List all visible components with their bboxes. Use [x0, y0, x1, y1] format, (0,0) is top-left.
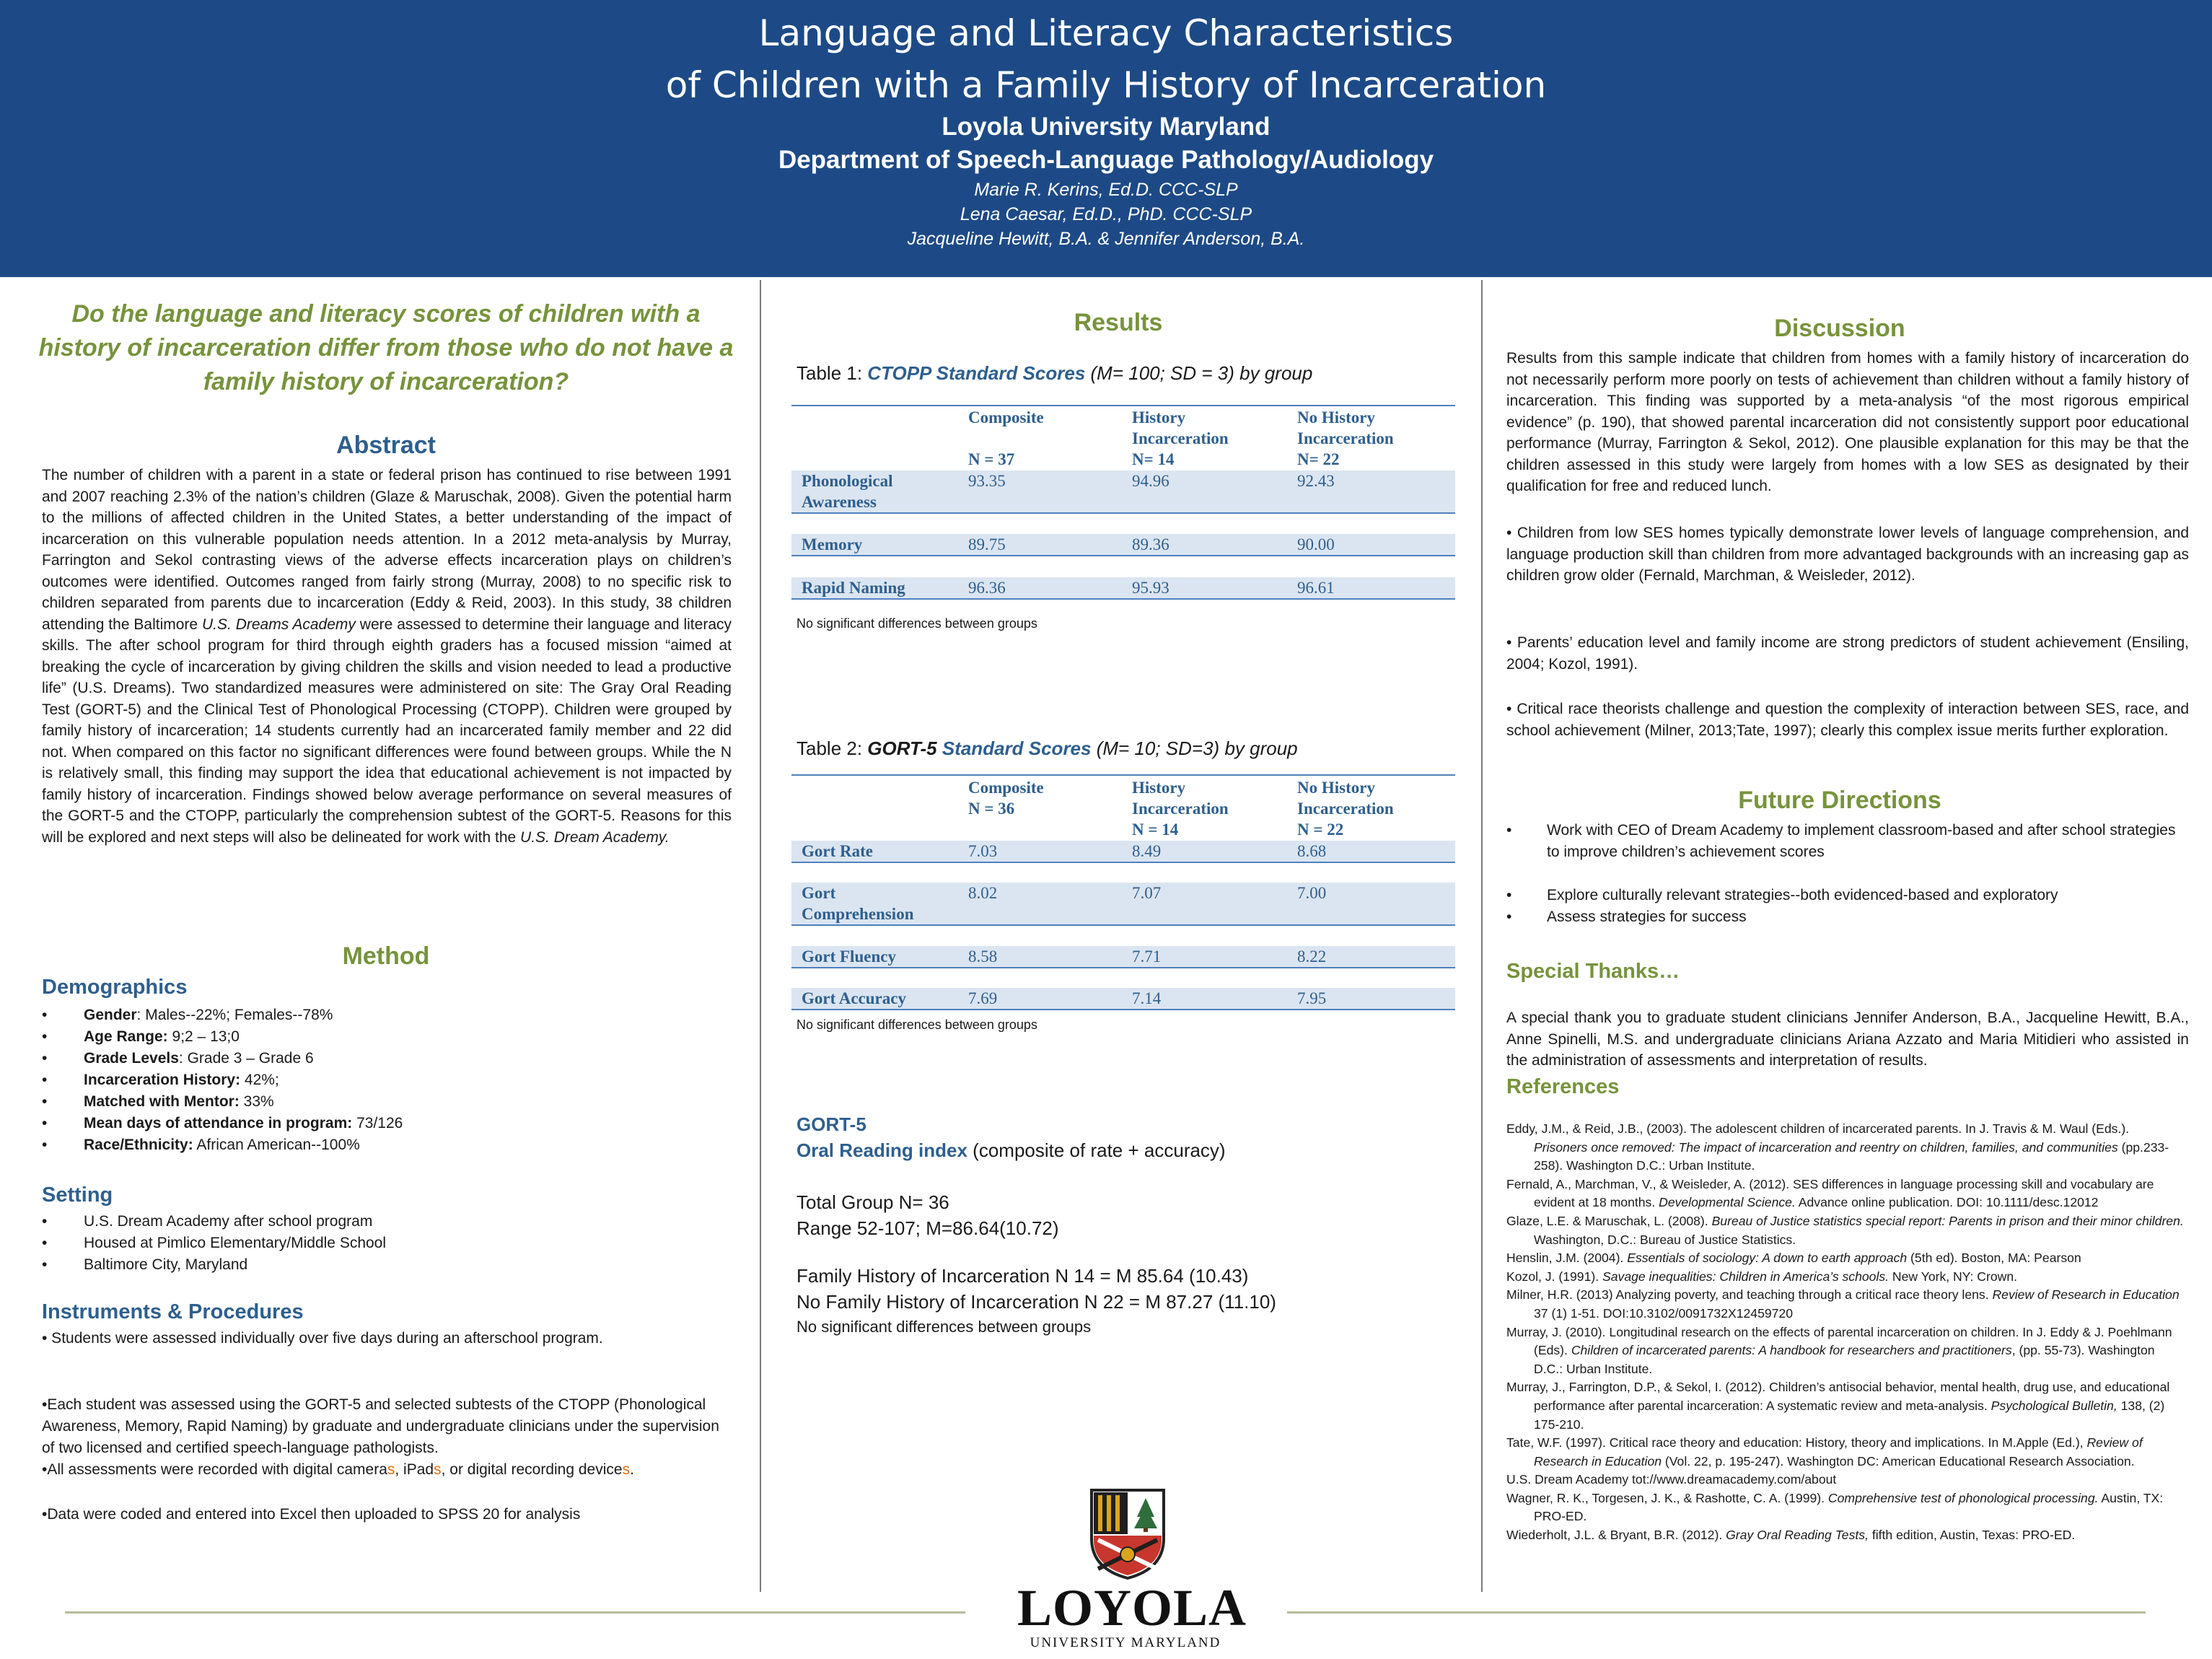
procedure-2: •Each student was assessed using the GORT-5 and selected subtests of the CTOPP (Phonological Awareness, Memory, Rapid Naming) by graduate and undergraduate clinicians under the supervision of two licensed and certified speech-language pathologists.: [42, 1396, 719, 1456]
gort-note: No significant differences between groups: [796, 1318, 1092, 1336]
table-1-note: No significant differences between groups: [796, 616, 1037, 631]
list-item: • Gender: Males--22%; Females--78%: [42, 1007, 333, 1023]
research-question: Do the language and literacy scores of children with a history of incarceration differ from those who do not have a family history of incarceration?: [38, 300, 734, 395]
list-item: • Age Range: 9;2 – 13;0: [42, 1028, 240, 1045]
footer-rule-left: [65, 1611, 965, 1614]
table-row: Phonological Awareness 93.35 94.96 92.43: [791, 470, 1455, 514]
author-line-2: Lena Caesar, Ed.D., PhD. CCC-SLP: [960, 204, 1252, 224]
discussion-bullet-3: • Critical race theorists challenge and question the complexity of interaction between SES, race, and school achievement (Milner, 2013;Tate, 1997); clearly this complex issue merits further exploration.: [1506, 701, 2189, 739]
instruments-heading: Instruments & Procedures: [42, 1300, 304, 1323]
table-2-note: No significant differences between groups: [796, 1017, 1037, 1032]
setting-list: [42, 1211, 734, 1276]
table-row: Gort Rate 7.03 8.49 8.68: [791, 841, 1455, 863]
ctopp-table: [791, 405, 1455, 600]
special-thanks-text: A special thank you to graduate student clinicians Jennifer Anderson, B.A., Jacqueline Hewitt, B.A., Anne Spinelli, M.S. and undergraduate clinicians Ariana Azzato and Maria Mitidieri who assisted in the administration of assessments and interpretation of results.: [1506, 1010, 2189, 1069]
reference-item: Wagner, R. K., Torgesen, J. K., & Rashotte, C. A. (1999). Comprehensive test of phonological processing. Austin, TX: PRO-ED.: [1506, 1490, 2164, 1524]
list-item: • Explore culturally relevant strategies--both evidenced-based and exploratory: [1506, 887, 2058, 903]
future-directions-heading: Future Directions: [1738, 787, 1941, 814]
reference-item: Eddy, J.M., & Reid, J.B., (2003). The adolescent children of incarcerated parents. In J. Travis & M. Waul (Eds.). Prisoners once removed: The impact of incarceration and reentry on children, families, and communities (pp.233-258). Washington D.C.: Urban Institute.: [1506, 1121, 2169, 1173]
reference-item: Wiederholt, J.L. & Bryant, B.R. (2012). Gray Oral Reading Tests, fifth edition, Austin, Texas: PRO-ED.: [1506, 1528, 2076, 1543]
gort-subtitle: Oral Reading index (composite of rate + accuracy): [796, 1139, 1226, 1161]
demographics-heading: Demographics: [42, 976, 188, 999]
reference-item: Henslin, J.M. (2004). Essentials of sociology: A down to earth approach (5th ed). Boston, MA: Pearson: [1506, 1251, 2081, 1266]
list-item: • Matched with Mentor: 33%: [42, 1093, 274, 1110]
list-item: • Housed at Pimlico Elementary/Middle School: [42, 1235, 387, 1251]
department-name: Department of Speech-Language Pathology/Audiology: [778, 146, 1434, 174]
list-item: • Mean days of attendance in program: 73/126: [42, 1115, 403, 1131]
reference-item: Glaze, L.E. & Maruschak, L. (2008). Bureau of Justice statistics special report: Parents in prison and their minor children. Washington, D.C.: Bureau of Justice Statistics.: [1506, 1213, 2184, 1247]
loyola-wordmark-subtitle: UNIVERSITY MARYLAND: [1030, 1635, 1221, 1650]
author-line-3: Jacqueline Hewitt, B.A. & Jennifer Anderson, B.A.: [907, 229, 1305, 249]
table-row: Gort Comprehension 8.02 7.07 7.00: [791, 883, 1455, 926]
method-heading: Method: [342, 942, 430, 970]
abstract-heading: Abstract: [336, 432, 436, 459]
reference-item: Kozol, J. (1991). Savage inequalities: Children in America’s schools. New York, NY: Crown.: [1506, 1269, 2018, 1284]
list-item: • Incarceration History: 42%;: [42, 1072, 279, 1088]
list-item: • U.S. Dream Academy after school program: [42, 1213, 373, 1230]
gort-range: Range 52-107; M=86.64(10.72): [796, 1217, 1059, 1239]
procedure-3: •All assessments were recorded with digital cameras, iPads, or digital recording devices.: [42, 1461, 634, 1478]
abstract-text: The number of children with a parent in a state or federal prison has continued to rise between 1991 and 2007 reaching 2.3% of the nation’s children (Glaze & Maruschak, 2008). Given the potential harm to the millions of affected children in the United States, a better understanding of the impact of incarceration on this vulnerable population needs attention. In a 2012 meta-analysis by Murray, Farrington and Sekol contrasting views of the adverse effects incarceration plays on children’s outcomes were identified. Outcomes ranged from fairly strong (Murray, 2008) to no specific risk to children separated from parents due to incarceration (Eddy & Reid, 2003). In this study, 38 children attending the Baltimore U.S. Dreams Academy were assessed to determine their language and literacy skills. The after school program for third through eighth graders has a focused mission “aimed at breaking the cycle of incarceration by giving children the skills and vision needed to lead a productive life” (U.S. Dreams). Two standardized measures were administered on site: The Gray Oral Reading Test (GORT-5) and the Clinical Test of Phonological Processing (CTOPP). Children were grouped by family history of incarceration; 14 students currently had an incarcerated family member and 22 did not. When compared on this factor no significant differences were found between groups. While the N is relatively small, this finding may support the idea that educational achievement is not impacted by family history of incarceration. Findings showed below average performance on several measures of the GORT-5 and the CTOPP, particularly the comprehension subtest of the GORT-5. Reasons for this will be explored and next steps will also be delineated for work with the U.S. Dream Academy.: [42, 467, 732, 846]
column-divider-left: [760, 280, 761, 1592]
author-line-1: Marie R. Kerins, Ed.D. CCC-SLP: [974, 180, 1238, 200]
reference-item: Tate, W.F. (1997). Critical race theory and education: History, theory and implications. In M.Apple (Ed.), Review of Research in Education (Vol. 22, p. 195-247). Washington DC: American Educational Research Association.: [1506, 1435, 2143, 1468]
list-item: • Work with CEO of Dream Academy to implement classroom-based and after school strategies to improve children’s achievement scores: [1506, 822, 2176, 860]
references-heading: References: [1506, 1075, 1620, 1098]
future-directions-list: [1506, 820, 2189, 928]
discussion-text: Results from this sample indicate that children from homes with a family history of incarceration do not necessarily perform more poorly on tests of achievement than children without a family history of incarceration. This finding was supported by a meta-analysis “of the most rigorous empirical evidence” (p. 190), that showed parental incarceration did not consistently support poor educational performance (Murray, Farrington & Sekol, 2012). One plausible explanation for this may be that the children assessed in this study were largely from homes with a low SES as designated by their qualification for free and reduced lunch.: [1506, 350, 2189, 494]
loyola-shield-icon: [1089, 1488, 1166, 1580]
loyola-wordmark: LOYOLA: [1017, 1579, 1247, 1637]
poster-header: [0, 0, 2212, 277]
procedure-4: •Data were coded and entered into Excel then uploaded to SPSS 20 for analysis: [42, 1506, 581, 1523]
table-row: Rapid Naming 96.36 95.93 96.61: [791, 577, 1455, 600]
list-item: • Baltimore City, Maryland: [42, 1256, 248, 1273]
column-divider-right: [1481, 280, 1483, 1592]
table-2-caption: Table 2: GORT-5 Standard Scores (M= 10; SD=3) by group: [796, 737, 1298, 759]
list-item: • Assess strategies for success: [1506, 909, 1747, 925]
references-list: [1506, 1120, 2185, 1545]
gort-total: Total Group N= 36: [796, 1191, 949, 1213]
reference-item: U.S. Dream Academy tot://www.dreamacademy.com/about: [1506, 1472, 1837, 1487]
table-row: Gort Accuracy 7.69 7.14 7.95: [791, 988, 1455, 1010]
table-header-row: Composite N = 36 History Incarceration N = 14 No History Incarceration N = 22: [968, 779, 1394, 839]
discussion-heading: Discussion: [1774, 315, 1905, 342]
gort-table: [791, 774, 1455, 1012]
gort-title: GORT-5: [796, 1113, 866, 1135]
setting-heading: Setting: [42, 1183, 113, 1207]
reference-item: Fernald, A., Marchman, V., & Weisleder, A. (2012). SES differences in language processing skill and vocabulary are evident at 18 months. Developmental Science. Advance online publication. DOI: 10.1111/desc.12012: [1506, 1176, 2154, 1210]
poster-title-line-1: Language and Literacy Characteristics: [758, 12, 1454, 54]
poster-title-line-2: of Children with a Family History of Incarceration: [665, 64, 1547, 106]
table-row: Gort Fluency 8.58 7.71 8.22: [791, 946, 1455, 968]
procedure-1: • Students were assessed individually over five days during an afterschool program.: [42, 1330, 603, 1347]
reference-item: Murray, J., Farrington, D.P., & Sekol, I. (2012). Children’s antisocial behavior, mental health, drug use, and educational performance after parental incarceration: A systematic review and meta-analysis. Psychological Bulletin, 138, (2) 175-210.: [1506, 1380, 2170, 1432]
table-header-row: Composite N = 37 History Incarceration N= 14 No History Incarceration N= 22: [968, 408, 1394, 468]
demographics-list: [42, 1004, 734, 1156]
reference-item: Murray, J. (2010). Longitudinal research on the effects of parental incarceration on children. In J. Eddy & J. Poehlmann (Eds). Children of incarcerated parents: A handbook for researchers and practitioners, (pp. 55-73). Washington D.C.: Urban Institute.: [1506, 1324, 2172, 1376]
table-row: Memory 89.75 89.36 90.00: [791, 534, 1455, 556]
results-heading: Results: [1074, 309, 1163, 336]
gort-no-family: No Family History of Incarceration N 22 = M 87.27 (11.10): [796, 1291, 1276, 1313]
gort-family: Family History of Incarceration N 14 = M 85.64 (10.43): [796, 1265, 1249, 1287]
list-item: • Grade Levels: Grade 3 – Grade 6: [42, 1050, 314, 1067]
discussion-bullet-1: • Children from low SES homes typically demonstrate lower levels of language comprehension, and language production skill than children from more advantaged backgrounds with an increasing gap as children grow older (Fernald, Marchman, & Weisleder, 2012).: [1506, 525, 2189, 584]
reference-item: Milner, H.R. (2013) Analyzing poverty, and teaching through a critical race theory lens. Review of Research in Education 37 (1) 1-51. DOI:10.3102/0091732X12459720: [1506, 1287, 2180, 1321]
discussion-bullet-2: • Parents’ education level and family income are strong predictors of student achievement (Ensiling, 2004; Kozol, 1991).: [1506, 634, 2189, 673]
special-thanks-heading: Special Thanks…: [1506, 960, 1680, 983]
table-1-caption: Table 1: CTOPP Standard Scores (M= 100; SD = 3) by group: [796, 362, 1313, 384]
footer-rule-right: [1287, 1611, 2146, 1614]
university-name: Loyola University Maryland: [942, 113, 1270, 141]
list-item: • Race/Ethnicity: African American--100%: [42, 1137, 360, 1153]
